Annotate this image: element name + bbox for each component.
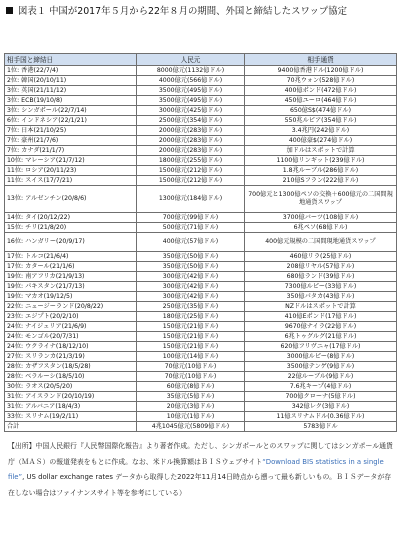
cell-yuan: 100億元(14億ドル) bbox=[137, 352, 245, 362]
table-row bbox=[5, 402, 397, 412]
table-row bbox=[5, 392, 397, 402]
cell-yuan: 700億元(99億ドル) bbox=[137, 213, 245, 223]
source-note-text-b: , US dollar exchange rates データから取得した2022年11月14日時点から遡って最も新しいもの。ＢＩＳデータが存在しない場合はファイナンスサイト等を参考にしている） bbox=[8, 473, 392, 497]
cell-yuan: 400億元(57億ドル) bbox=[137, 233, 245, 252]
cell-yuan: 1800億元(255億ドル) bbox=[137, 156, 245, 166]
cell-yuan: 2000億元(283億ドル) bbox=[137, 146, 245, 156]
cell-counterparty: 13位: アルゼンチン(20/8/6) bbox=[5, 186, 137, 213]
cell-yuan: 2000億元(283億ドル) bbox=[137, 136, 245, 146]
cell-partner-currency: 620億フリヴニャ(17億ドル) bbox=[245, 342, 397, 352]
cell-partner-currency: 7300億ルピー(33億ドル) bbox=[245, 282, 397, 292]
cell-yuan: 3500億元(495億ドル) bbox=[137, 96, 245, 106]
table-row bbox=[5, 76, 397, 86]
table-row bbox=[5, 136, 397, 146]
cell-yuan: 150億元(21億ドル) bbox=[137, 322, 245, 332]
cell-partner-currency: 1100億リンギット(239億ドル) bbox=[245, 156, 397, 166]
cell-partner-currency: NZドルはスポットで計算 bbox=[245, 302, 397, 312]
cell-counterparty: 28位: ベラルーシ(18/5/10) bbox=[5, 372, 137, 382]
cell-partner-currency: 460億リラ(25億ドル) bbox=[245, 252, 397, 262]
table-row bbox=[5, 106, 397, 116]
table-row bbox=[5, 116, 397, 126]
table-row bbox=[5, 292, 397, 302]
table-row bbox=[5, 233, 397, 252]
cell-yuan: 20億元(3億ドル) bbox=[137, 402, 245, 412]
cell-partner-currency: 22億ルーブル(9億ドル) bbox=[245, 372, 397, 382]
table-row bbox=[5, 332, 397, 342]
cell-partner-currency: 342億レク(3億ドル) bbox=[245, 402, 397, 412]
cell-yuan: 1300億元(184億ドル) bbox=[137, 186, 245, 213]
cell-partner-currency: 400億ポンド(472億ドル) bbox=[245, 86, 397, 96]
cell-counterparty: 合計 bbox=[5, 422, 137, 432]
table-row bbox=[5, 322, 397, 332]
cell-counterparty: 10位: マレーシア(21/7/12) bbox=[5, 156, 137, 166]
table-row bbox=[5, 176, 397, 186]
cell-counterparty: 19位: パキスタン(21/7/13) bbox=[5, 282, 137, 292]
cell-partner-currency: 3000億ルピー(8億ドル) bbox=[245, 352, 397, 362]
header-counterparty: 相手国と締結日 bbox=[5, 54, 137, 66]
cell-partner-currency: 6兆ペソ(68億ドル) bbox=[245, 223, 397, 233]
table-row bbox=[5, 252, 397, 262]
cell-partner-currency: 208億リヤル(57億ドル) bbox=[245, 262, 397, 272]
cell-partner-currency: 450億ユーロ(464億ドル) bbox=[245, 96, 397, 106]
cell-counterparty: 28位: カザフスタン(18/5/28) bbox=[5, 362, 137, 372]
table-row bbox=[5, 156, 397, 166]
table-row bbox=[5, 372, 397, 382]
cell-partner-currency: 9670億ナイラ(22億ドル) bbox=[245, 322, 397, 332]
cell-partner-currency: 410億Eポンド(17億ドル) bbox=[245, 312, 397, 322]
table-row bbox=[5, 422, 397, 432]
cell-yuan: 60億元(8億ドル) bbox=[137, 382, 245, 392]
cell-yuan: 180億元(25億ドル) bbox=[137, 312, 245, 322]
cell-counterparty: 11位: スイス(17/7/21) bbox=[5, 176, 137, 186]
cell-counterparty: 3位: 英国(21/11/12) bbox=[5, 86, 137, 96]
table-row bbox=[5, 223, 397, 233]
cell-yuan: 150億元(21億ドル) bbox=[137, 342, 245, 352]
cell-partner-currency: 70兆ウォン(528億ドル) bbox=[245, 76, 397, 86]
cell-partner-currency: 3700億バーツ(108億ドル) bbox=[245, 213, 397, 223]
cell-counterparty: 3位: ECB(19/10/8) bbox=[5, 96, 137, 106]
cell-counterparty: 33位: スリナム(19/2/11) bbox=[5, 412, 137, 422]
source-note-text-a: 【出所】中国人民銀行『人民幣国際化報告』より著者作成。ただし、シンガポールとのスワップに関してはシンガポール通貨庁（ＭＡＳ）の報道発表をもとに作成。なお、米ドル換算額はＢＩＳウェブサイト bbox=[8, 442, 393, 466]
cell-yuan: 3500億元(495億ドル) bbox=[137, 86, 245, 96]
cell-yuan: 300億元(42億ドル) bbox=[137, 292, 245, 302]
table-row bbox=[5, 302, 397, 312]
cell-partner-currency: 9400億香港ドル(1200億ドル) bbox=[245, 66, 397, 76]
table-row bbox=[5, 412, 397, 422]
cell-partner-currency: 350億パタカ(43億ドル) bbox=[245, 292, 397, 302]
cell-yuan: 300億元(42億ドル) bbox=[137, 282, 245, 292]
table-row bbox=[5, 66, 397, 76]
table-header-row bbox=[5, 54, 397, 66]
source-note bbox=[8, 439, 394, 501]
cell-partner-currency: 700億クローナ(5億ドル) bbox=[245, 392, 397, 402]
cell-yuan: 1500億元(212億ドル) bbox=[137, 176, 245, 186]
cell-partner-currency: 5783億ドル bbox=[245, 422, 397, 432]
table-row bbox=[5, 282, 397, 292]
cell-partner-currency: 650億S$(474億ドル) bbox=[245, 106, 397, 116]
cell-counterparty: 30位: ラオス(20/5/20) bbox=[5, 382, 137, 392]
cell-counterparty: 19位: マカオ(19/12/5) bbox=[5, 292, 137, 302]
swap-agreements-table bbox=[4, 53, 397, 432]
cell-partner-currency: 加ドルはスポットで計算 bbox=[245, 146, 397, 156]
cell-yuan: 8000億元(1132億ドル) bbox=[137, 66, 245, 76]
table-row bbox=[5, 213, 397, 223]
cell-yuan: 1500億元(212億ドル) bbox=[137, 166, 245, 176]
cell-yuan: 350億元(50億ドル) bbox=[137, 252, 245, 262]
cell-yuan: 4000億元(566億ドル) bbox=[137, 76, 245, 86]
cell-counterparty: 23位: エジプト(20/2/10) bbox=[5, 312, 137, 322]
figure-label: 図表１ bbox=[18, 6, 47, 17]
table-row bbox=[5, 352, 397, 362]
cell-yuan: 150億元(21億ドル) bbox=[137, 332, 245, 342]
cell-counterparty: 7位: カナダ(21/1/7) bbox=[5, 146, 137, 156]
cell-counterparty: 15位: チリ(21/8/20) bbox=[5, 223, 137, 233]
cell-partner-currency: 550兆ルピア(354億ドル) bbox=[245, 116, 397, 126]
cell-yuan: 35億元(5億ドル) bbox=[137, 392, 245, 402]
table-row bbox=[5, 312, 397, 322]
cell-counterparty: 16位: ハンガリー(20/9/17) bbox=[5, 233, 137, 252]
cell-partner-currency: 680億ランド(39億ドル) bbox=[245, 272, 397, 282]
cell-counterparty: 24位: ナイジェリア(21/6/9) bbox=[5, 322, 137, 332]
cell-counterparty: 17位: カタール(21/1/6) bbox=[5, 262, 137, 272]
table-row bbox=[5, 272, 397, 282]
header-partner-currency: 相手通貨 bbox=[245, 54, 397, 66]
square-bullet-icon bbox=[6, 7, 13, 14]
table-row bbox=[5, 342, 397, 352]
table-row bbox=[5, 126, 397, 136]
cell-yuan: 250億元(35億ドル) bbox=[137, 302, 245, 312]
cell-counterparty: 27位: スリランカ(21/3/19) bbox=[5, 352, 137, 362]
cell-counterparty: 24位: ウクライナ(18/12/10) bbox=[5, 342, 137, 352]
cell-counterparty: 1位: 香港(22/7/4) bbox=[5, 66, 137, 76]
table-row bbox=[5, 382, 397, 392]
cell-yuan: 500億元(71億ドル) bbox=[137, 223, 245, 233]
cell-counterparty: 6位: インドネシア(22/1/21) bbox=[5, 116, 137, 126]
table-row bbox=[5, 166, 397, 176]
cell-yuan: 3000億元(425億ドル) bbox=[137, 106, 245, 116]
cell-partner-currency: 3.4兆円(242億ドル) bbox=[245, 126, 397, 136]
cell-yuan: 2000億元(283億ドル) bbox=[137, 126, 245, 136]
cell-counterparty: 11位: ロシア(20/11/23) bbox=[5, 166, 137, 176]
cell-partner-currency: 210億Sフラン(222億ドル) bbox=[245, 176, 397, 186]
figure-title-text: 中国が2017年５月から22年８月の期間、外国と締結したスワップ協定 bbox=[49, 6, 347, 17]
cell-partner-currency: 1.8兆ルーブル(286億ドル) bbox=[245, 166, 397, 176]
cell-yuan: 10億元(1億ドル) bbox=[137, 412, 245, 422]
cell-counterparty: 17位: トルコ(21/6/4) bbox=[5, 252, 137, 262]
cell-yuan: 2500億元(354億ドル) bbox=[137, 116, 245, 126]
cell-partner-currency: 11億スリナムドル(0.36億ドル) bbox=[245, 412, 397, 422]
cell-counterparty: 31位: アイスランド(20/10/19) bbox=[5, 392, 137, 402]
cell-counterparty: 24位: モンゴル(20/7/31) bbox=[5, 332, 137, 342]
cell-counterparty: 31位: アルバニア(18/4/3) bbox=[5, 402, 137, 412]
table-row bbox=[5, 86, 397, 96]
cell-partner-currency: 6兆トゥグルグ(21億ドル) bbox=[245, 332, 397, 342]
table-row bbox=[5, 362, 397, 372]
table-row bbox=[5, 146, 397, 156]
cell-counterparty: 14位: タイ(20/12/22) bbox=[5, 213, 137, 223]
cell-yuan: 70億元(10億ドル) bbox=[137, 362, 245, 372]
table-row bbox=[5, 186, 397, 213]
cell-partner-currency: 400億元規模の二国間現地通貨スワップ bbox=[245, 233, 397, 252]
cell-yuan: 4兆1045億元(5809億ドル) bbox=[137, 422, 245, 432]
cell-counterparty: 19位: 南アフリカ(21/9/13) bbox=[5, 272, 137, 282]
cell-partner-currency: 7.6兆キープ(4億ドル) bbox=[245, 382, 397, 392]
cell-partner-currency: 700億元と1300億ペソの交換＋600億元の二国間規地通貨スワップ bbox=[245, 186, 397, 213]
bis-statistics-link[interactable]: “Download BIS statistics in a single file” bbox=[8, 457, 384, 481]
cell-counterparty: 22位: ニュージーランド(20/8/22) bbox=[5, 302, 137, 312]
figure-title bbox=[6, 6, 394, 18]
table-row bbox=[5, 96, 397, 106]
table-body bbox=[5, 66, 397, 432]
cell-partner-currency: 3500億テンゲ(9億ドル) bbox=[245, 362, 397, 372]
cell-counterparty: 2位: 韓国(20/10/11) bbox=[5, 76, 137, 86]
cell-counterparty: 7位: 豪州(21/7/6) bbox=[5, 136, 137, 146]
cell-counterparty: 7位: 日本(21/10/25) bbox=[5, 126, 137, 136]
table-row bbox=[5, 262, 397, 272]
header-yuan: 人民元 bbox=[137, 54, 245, 66]
cell-yuan: 350億元(50億ドル) bbox=[137, 262, 245, 272]
cell-yuan: 300億元(42億ドル) bbox=[137, 272, 245, 282]
cell-counterparty: 3位: シンガポール(22/7/14) bbox=[5, 106, 137, 116]
cell-partner-currency: 400億豪$(274億ドル) bbox=[245, 136, 397, 146]
cell-yuan: 70億元(10億ドル) bbox=[137, 372, 245, 382]
